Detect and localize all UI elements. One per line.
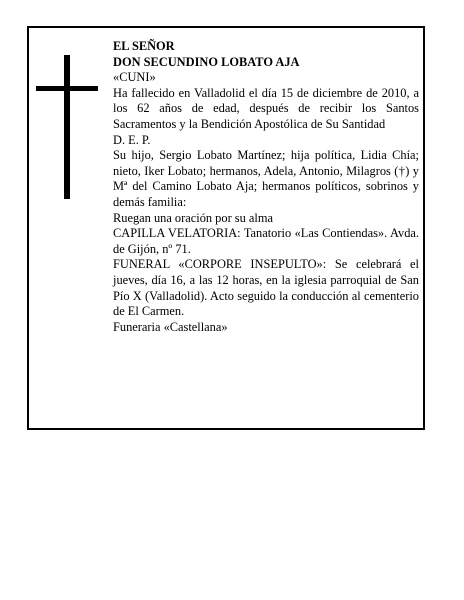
cross-vertical-bar: [64, 55, 70, 199]
prayer-request: Ruegan una oración por su alma: [113, 210, 273, 225]
nickname: «CUNI»: [113, 70, 156, 85]
funeral-home: Funeraria «Castellana»: [113, 319, 228, 334]
death-announcement: Ha fallecido en Valladolid el día 15 de diciembre de 2010, a los 62 años de edad, después de recibir los Santos Sacramentos y la Bendición Apostólica de Su Santidad: [113, 85, 419, 131]
notice-text: [113, 39, 419, 335]
cross-horizontal-bar: [36, 86, 98, 91]
dep-line: D. E. P.: [113, 132, 151, 147]
latin-cross-icon: [36, 55, 98, 199]
funeral-info: FUNERAL «CORPORE INSEPULTO»: Se celebrará el jueves, día 16, a las 12 horas, en la iglesia parroquial de San Pío X (Valladolid). Acto seguido la conducción al cementerio de El Carmen.: [113, 257, 419, 319]
heading-line-1: EL SEÑOR: [113, 39, 175, 53]
family-list: Su hijo, Sergio Lobato Martínez; hija política, Lidia Chía; nieto, Iker Lobato; hermanos, Adela, Antonio, Milagros (†) y Mª del Camino Lobato Aja; hermanos políticos, sobrinos y demás familia:: [113, 148, 419, 209]
deceased-name: DON SECUNDINO LOBATO AJA: [113, 54, 300, 69]
chapel-info: CAPILLA VELATORIA: Tanatorio «Las Contiendas». Avda. de Gijón, nº 71.: [113, 226, 419, 256]
